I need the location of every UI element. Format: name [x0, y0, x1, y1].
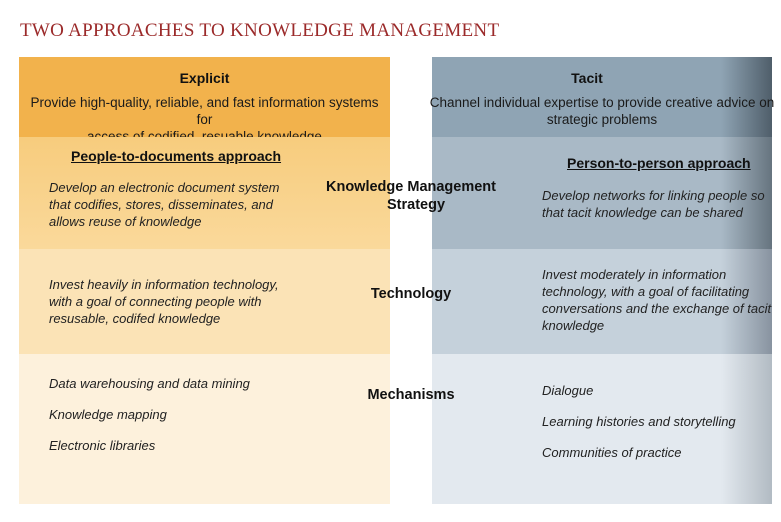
explicit-mechanisms-band — [19, 354, 390, 504]
explicit-approach: People-to-documents approach — [71, 148, 282, 164]
explicit-technology-band — [19, 249, 390, 354]
tacit-mechanism-item: Learning histories and storytelling — [542, 414, 736, 429]
tacit-strategy-line: Develop networks for linking people so — [542, 188, 765, 203]
tacit-strategy-text — [542, 187, 765, 221]
row-label-strategy-line: Knowledge Management — [326, 179, 496, 195]
tacit-technology-line: knowledge — [542, 318, 605, 333]
explicit-strategy-text — [49, 179, 280, 230]
row-label-mechanisms: Mechanisms — [367, 387, 455, 403]
tacit-mechanisms-band — [432, 354, 772, 504]
tacit-approach: Person-to-person approach — [567, 155, 751, 171]
tacit-technology-line: conversations and the exchange of tacit — [542, 301, 772, 316]
explicit-technology-line: Invest heavily in information technology, — [49, 277, 279, 292]
explicit-mechanism-item: Knowledge mapping — [49, 407, 167, 422]
tacit-header-band — [429, 57, 775, 137]
tacit-technology-text — [542, 266, 771, 334]
tacit-description-line: strategic problems — [546, 112, 658, 127]
tacit-mechanism-item: Communities of practice — [542, 445, 682, 460]
explicit-heading: Explicit — [179, 70, 230, 86]
tacit-mechanism-item: Dialogue — [542, 383, 594, 398]
tacit-strategy-line: that tacit knowledge can be shared — [542, 205, 743, 220]
tacit-technology-band — [432, 249, 772, 354]
explicit-strategy-line: allows reuse of knowledge — [49, 214, 202, 229]
explicit-technology-line: with a goal of connecting people with — [49, 294, 262, 309]
row-label-technology: Technology — [370, 286, 452, 302]
tacit-description — [422, 94, 781, 128]
explicit-mechanism-item: Electronic libraries — [49, 438, 156, 453]
tacit-technology-line: technology, with a goal of facilitating — [542, 284, 750, 299]
explicit-header-band — [19, 57, 390, 137]
explicit-technology-text — [49, 276, 279, 327]
explicit-strategy-line: that codifies, stores, disseminates, and — [49, 197, 274, 212]
tacit-technology-line: Invest moderately in information — [542, 267, 727, 282]
explicit-description-line: Provide high-quality, reliable, and fast information systems for — [30, 95, 379, 127]
tacit-description-line: Channel individual expertise to provide creative advice on — [429, 95, 775, 110]
row-label-strategy-line: Strategy — [386, 197, 446, 213]
row-label-strategy — [316, 178, 506, 214]
explicit-mechanism-item: Data warehousing and data mining — [49, 376, 250, 391]
page-title: TWO APPROACHES TO KNOWLEDGE MANAGEMENT — [20, 20, 500, 41]
explicit-technology-line: resusable, codifed knowledge — [49, 311, 221, 326]
tacit-heading: Tacit — [571, 70, 603, 86]
explicit-strategy-line: Develop an electronic document system — [49, 180, 280, 195]
